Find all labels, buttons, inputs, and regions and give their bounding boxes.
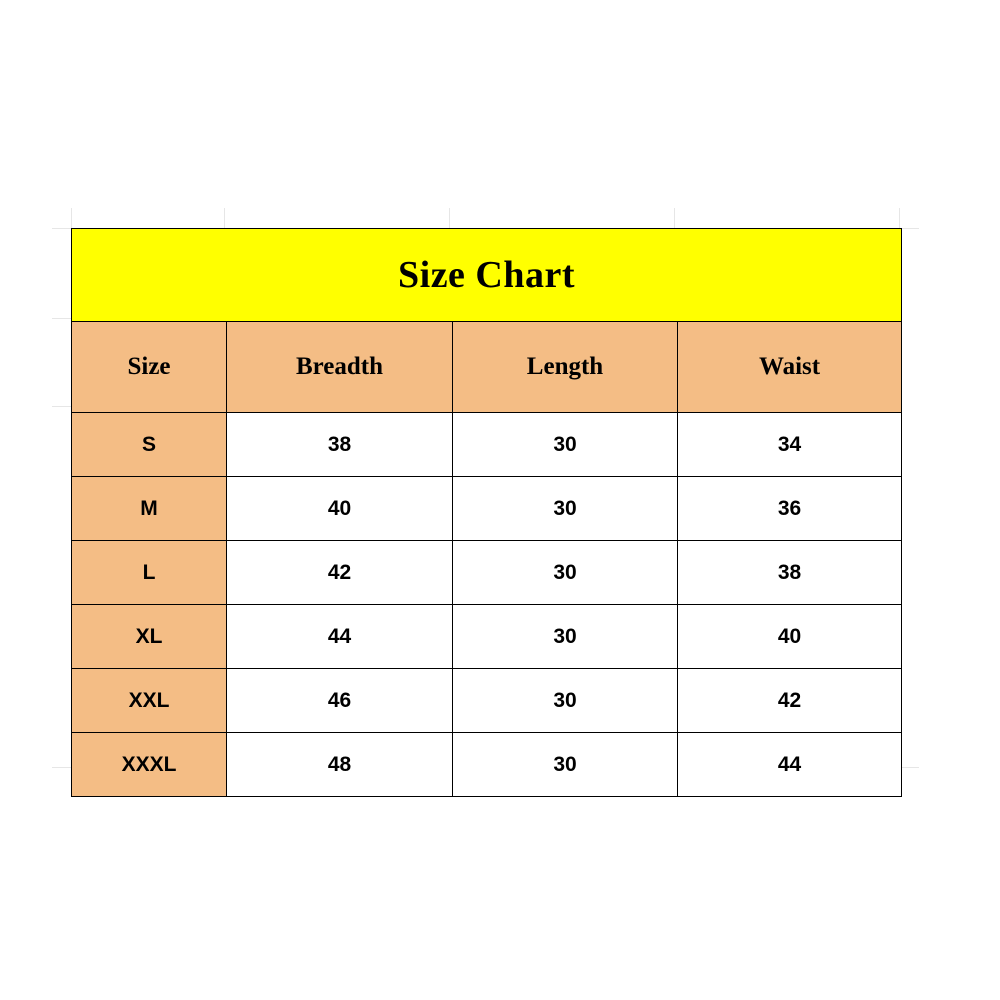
cell-length: 30 <box>453 605 678 669</box>
cell-size: S <box>72 413 227 477</box>
cell-length: 30 <box>453 669 678 733</box>
table-row <box>72 605 902 669</box>
table-header-row <box>72 322 902 413</box>
chart-title: Size Chart <box>72 229 902 322</box>
cell-breadth: 44 <box>227 605 453 669</box>
table-row <box>72 413 902 477</box>
chart-title-row <box>72 229 902 322</box>
column-header-breadth: Breadth <box>227 322 453 413</box>
size-chart-container <box>71 228 901 797</box>
cell-length: 30 <box>453 413 678 477</box>
cell-waist: 44 <box>678 733 902 797</box>
cell-breadth: 38 <box>227 413 453 477</box>
cell-waist: 36 <box>678 477 902 541</box>
cell-breadth: 48 <box>227 733 453 797</box>
cell-size: XXXL <box>72 733 227 797</box>
cell-size: XL <box>72 605 227 669</box>
table-row <box>72 541 902 605</box>
column-header-size: Size <box>72 322 227 413</box>
cell-breadth: 42 <box>227 541 453 605</box>
cell-length: 30 <box>453 541 678 605</box>
table-row <box>72 733 902 797</box>
cell-breadth: 46 <box>227 669 453 733</box>
table-row <box>72 669 902 733</box>
cell-length: 30 <box>453 477 678 541</box>
size-chart-table <box>71 228 902 797</box>
cell-size: L <box>72 541 227 605</box>
cell-waist: 34 <box>678 413 902 477</box>
cell-waist: 42 <box>678 669 902 733</box>
cell-waist: 38 <box>678 541 902 605</box>
cell-waist: 40 <box>678 605 902 669</box>
table-row <box>72 477 902 541</box>
cell-size: M <box>72 477 227 541</box>
cell-length: 30 <box>453 733 678 797</box>
cell-size: XXL <box>72 669 227 733</box>
cell-breadth: 40 <box>227 477 453 541</box>
column-header-waist: Waist <box>678 322 902 413</box>
column-header-length: Length <box>453 322 678 413</box>
